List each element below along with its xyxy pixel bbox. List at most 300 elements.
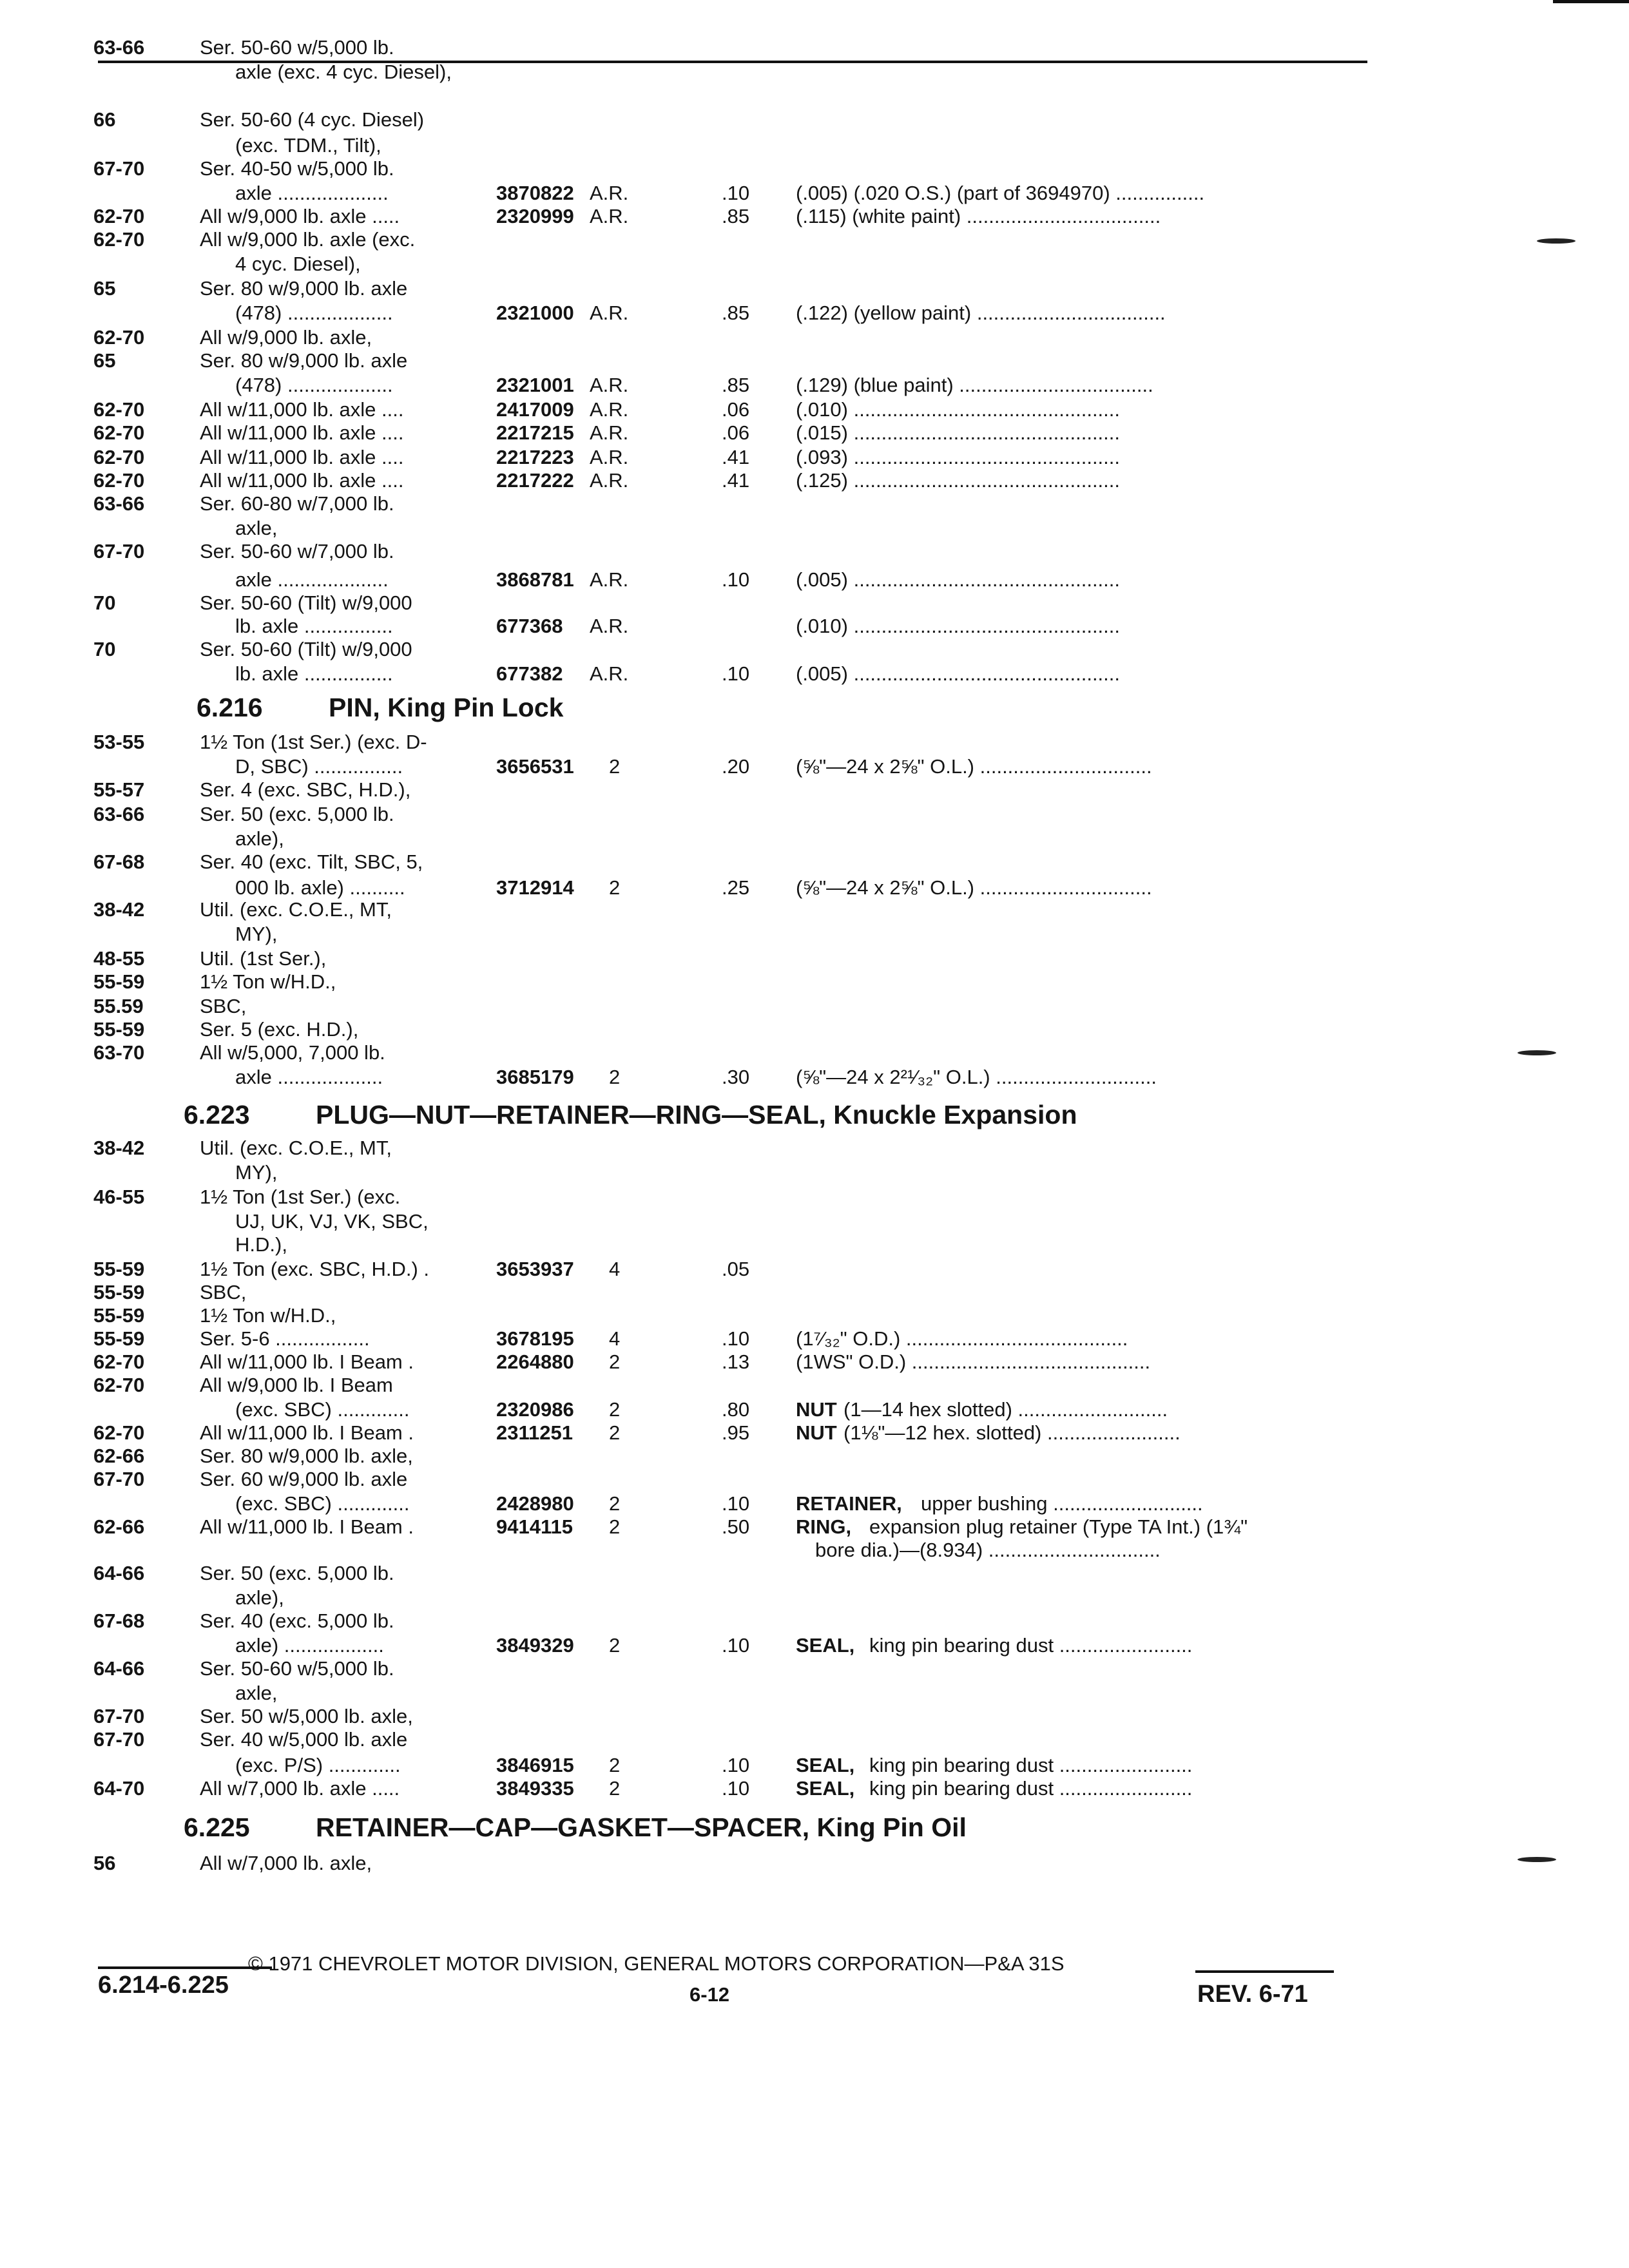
application-description: Ser. 40 (exc. 5,000 lb. [200,1610,394,1632]
catalog-row [0,969,1629,995]
catalog-row [0,276,1629,302]
model-years: 62-66 [93,1445,145,1467]
application-description-continued: H.D.), [235,1233,287,1256]
application-description: All w/9,000 lb. axle ..... [200,205,400,227]
footer-revision: REV. 6-71 [1197,1981,1308,2008]
catalog-row [0,180,1629,206]
catalog-row [0,637,1629,662]
price: .85 [722,374,750,396]
part-note: (.122) (yellow paint) .................................. [796,302,1166,324]
group-title: RETAINER—CAP—GASKET—SPACER, King Pin Oil [316,1812,967,1842]
part-name: NUT [796,1421,837,1444]
quantity: A.R. [590,568,629,591]
catalog-row [0,1466,1629,1492]
application-description-continued: 4 cyc. Diesel), [235,253,361,275]
model-years: 67-70 [93,540,145,562]
group-number: 6.225 [184,1812,250,1842]
application-description: Ser. 80 w/9,000 lb. axle [200,349,408,372]
catalog-row [0,826,1629,852]
catalog-row [0,35,1629,61]
quantity: 2 [609,876,621,899]
price: .10 [722,568,750,591]
application-description: Ser. 5 (exc. H.D.), [200,1018,359,1041]
part-note-continued: bore dia.)—(8.934) ............................... [815,1539,1161,1561]
part-name: SEAL, [796,1754,855,1776]
footer-group-range: 6.214-6.225 [98,1972,229,1999]
quantity: 2 [609,1515,621,1538]
application-description: Ser. 50-60 w/5,000 lb. [200,36,394,59]
part-note: (.093) ................................................ [796,446,1121,468]
application-description: Ser. 50-60 w/7,000 lb. [200,540,394,562]
model-years: 55-57 [93,778,145,801]
catalog-row [0,1420,1629,1446]
part-note: upper bushing ........................... [921,1492,1203,1515]
part-note: (.015) ................................................ [796,421,1121,444]
part-note: (.115) (white paint) ................................... [796,205,1161,227]
catalog-row [0,156,1629,182]
application-description-continued: axle), [235,1586,284,1609]
application-description: Ser. 50-60 w/5,000 lb. [200,1657,394,1680]
price: .95 [722,1421,750,1444]
part-number: 2428980 [496,1492,574,1515]
application-description: Ser. 50 (exc. 5,000 lb. [200,1562,394,1584]
part-number: 2320986 [496,1398,574,1421]
model-years: 67-70 [93,1705,145,1727]
part-number: 3868781 [496,568,574,591]
part-name: RETAINER, [796,1492,902,1515]
catalog-row [0,921,1629,947]
price: .10 [722,1634,750,1657]
application-description-continued: axle) .................. [235,1634,384,1657]
price: .06 [722,398,750,421]
model-years: 62-70 [93,205,145,227]
catalog-row [0,1064,1629,1090]
application-description: Ser. 80 w/9,000 lb. axle, [200,1445,413,1467]
model-years: 62-70 [93,1421,145,1444]
section-heading [0,692,1629,723]
application-description-continued: axle ................... [235,1066,383,1088]
footer-copyright: © 1971 CHEVROLET MOTOR DIVISION, GENERAL MOTORS CORPORATION—P&A 31S [248,1952,1065,1975]
model-years: 62-70 [93,228,145,251]
price: .41 [722,469,750,492]
application-description: All w/9,000 lb. axle (exc. [200,228,416,251]
catalog-row [0,590,1629,616]
binding-mark [1518,1050,1556,1055]
part-number: 677382 [496,662,563,685]
part-note: expansion plug retainer (Type TA Int.) (1¾" [869,1515,1248,1538]
price: .05 [722,1258,750,1280]
catalog-row [0,1514,1629,1540]
quantity: 4 [609,1327,621,1350]
application-description: All w/11,000 lb. axle .... [200,446,404,468]
application-description-continued: axle .................... [235,182,389,204]
catalog-row [0,59,1629,85]
application-description-continued: UJ, UK, VJ, VK, SBC, [235,1210,429,1233]
catalog-row [0,1256,1629,1282]
quantity: A.R. [590,469,629,492]
part-name: NUT [796,1398,837,1421]
model-years: 62-70 [93,1374,145,1396]
model-years: 67-68 [93,1610,145,1632]
price: .41 [722,446,750,468]
application-description: All w/9,000 lb. I Beam [200,1374,393,1396]
application-description: Ser. 50 (exc. 5,000 lb. [200,803,394,825]
part-note: king pin bearing dust ........................ [869,1754,1193,1776]
part-number: 3712914 [496,876,574,899]
quantity: 2 [609,1398,621,1421]
part-note: (.005) ................................................ [796,662,1121,685]
model-years: 62-70 [93,398,145,421]
application-description: All w/7,000 lb. axle ..... [200,1777,400,1800]
model-years: 55.59 [93,995,144,1017]
price: .85 [722,205,750,227]
application-description: Util. (exc. C.O.E., MT, [200,898,392,921]
catalog-row [0,1303,1629,1329]
catalog-row [0,777,1629,803]
application-description: All w/11,000 lb. I Beam . [200,1350,414,1373]
model-years: 64-70 [93,1777,145,1800]
application-description: Ser. 5-6 ................. [200,1327,370,1350]
model-years: 67-68 [93,850,145,873]
part-note: (1—14 hex slotted) ........................... [843,1398,1168,1421]
price: .50 [722,1515,750,1538]
part-note: (⅝"—24 x 2⅝" O.L.) ............................... [796,755,1152,778]
catalog-row [0,1585,1629,1611]
catalog-row [0,372,1629,398]
part-number: 3849335 [496,1777,574,1800]
application-description: All w/11,000 lb. axle .... [200,469,404,492]
application-description: Ser. 4 (exc. SBC, H.D.), [200,778,411,801]
part-note: (1⁷⁄₃₂" O.D.) ........................................ [796,1327,1128,1350]
group-title: PIN, King Pin Lock [329,693,564,722]
section-heading [0,1099,1629,1130]
quantity: A.R. [590,446,629,468]
catalog-row [0,1160,1629,1186]
price: .25 [722,876,750,899]
catalog-row [0,661,1629,687]
catalog-row [0,1727,1629,1753]
application-description-continued: D, SBC) ................ [235,755,403,778]
part-number: 9414115 [496,1515,573,1538]
quantity: 2 [609,755,621,778]
footer-page-number: 6-12 [689,1983,730,2006]
catalog-row [0,491,1629,517]
application-description-continued: (exc. SBC) ............. [235,1492,410,1515]
part-note: (.129) (blue paint) ................................... [796,374,1153,396]
model-years: 53-55 [93,731,145,753]
application-description: All w/11,000 lb. I Beam . [200,1515,414,1538]
application-description-continued: lb. axle ................ [235,615,393,637]
application-description-continued: (exc. P/S) ............. [235,1754,401,1776]
application-description-continued: MY), [235,1161,278,1184]
model-years: 38-42 [93,1137,145,1159]
price: .30 [722,1066,750,1088]
catalog-row [0,204,1629,229]
catalog-row [0,1397,1629,1423]
binding-mark [1518,1857,1556,1862]
quantity: A.R. [590,398,629,421]
catalog-row [0,1656,1629,1682]
model-years: 62-70 [93,1350,145,1373]
catalog-row [0,515,1629,541]
price: .10 [722,182,750,204]
quantity: A.R. [590,374,629,396]
application-description-continued: axle .................... [235,568,389,591]
application-description: 1½ Ton (1st Ser.) (exc. [200,1186,401,1208]
part-note: (.125) ................................................ [796,469,1121,492]
catalog-row [0,300,1629,326]
application-description-continued: (478) ................... [235,302,393,324]
application-description: 1½ Ton w/H.D., [200,970,336,993]
model-years: 62-70 [93,326,145,349]
quantity: A.R. [590,182,629,204]
catalog-row [0,107,1629,133]
part-number: 2264880 [496,1350,574,1373]
catalog-row [0,1680,1629,1706]
catalog-row [0,420,1629,446]
quantity: 2 [609,1492,621,1515]
price: .80 [722,1398,750,1421]
application-description: Util. (exc. C.O.E., MT, [200,1137,392,1159]
quantity: 2 [609,1754,621,1776]
catalog-row [0,1184,1629,1210]
part-number: 2320999 [496,205,574,227]
model-years: 55-59 [93,1304,145,1327]
model-years: 63-66 [93,492,145,515]
catalog-row [0,754,1629,780]
price: .06 [722,421,750,444]
part-number: 3678195 [496,1327,574,1350]
part-note: (.010) ................................................ [796,398,1121,421]
application-description: All w/11,000 lb. axle .... [200,421,404,444]
part-number: 677368 [496,615,563,637]
application-description-continued: 000 lb. axle) .......... [235,876,405,899]
part-number: 2417009 [496,398,574,421]
part-note: (1⅛"—12 hex. slotted) ........................ [843,1421,1181,1444]
model-years: 65 [93,349,116,372]
price: .20 [722,755,750,778]
binding-mark [1537,238,1576,244]
application-description: SBC, [200,995,247,1017]
part-name: SEAL, [796,1634,855,1657]
application-description: Util. (1st Ser.), [200,947,327,970]
application-description: Ser. 50-60 (4 cyc. Diesel) [200,108,425,131]
catalog-row [0,468,1629,494]
quantity: A.R. [590,615,629,637]
catalog-row [0,1776,1629,1802]
catalog-row [0,251,1629,277]
model-years: 55-59 [93,1258,145,1280]
catalog-row [0,1753,1629,1778]
application-description: SBC, [200,1281,247,1303]
model-years: 67-70 [93,1728,145,1751]
model-years: 66 [93,108,116,131]
model-years: 62-70 [93,421,145,444]
catalog-row [0,613,1629,639]
application-description: All w/7,000 lb. axle, [200,1852,372,1874]
part-number: 2321001 [496,374,574,396]
application-description: 1½ Ton (exc. SBC, H.D.) . [200,1258,430,1280]
group-number: 6.216 [197,693,263,722]
model-years: 55-59 [93,1018,145,1041]
catalog-row [0,1040,1629,1066]
catalog-row [0,1491,1629,1517]
part-number: 3653937 [496,1258,574,1280]
catalog-row [0,1850,1629,1876]
application-description: Ser. 50 w/5,000 lb. axle, [200,1705,413,1727]
model-years: 62-66 [93,1515,145,1538]
model-years: 63-66 [93,803,145,825]
application-description-continued: (exc. TDM., Tilt), [235,134,381,157]
part-number: 2217223 [496,446,574,468]
quantity: 2 [609,1066,621,1088]
model-years: 70 [93,591,116,614]
application-description-continued: axle (exc. 4 cyc. Diesel), [235,61,452,83]
model-years: 48-55 [93,947,145,970]
catalog-row [0,1372,1629,1398]
model-years: 64-66 [93,1562,145,1584]
model-years: 70 [93,638,116,660]
price: .10 [722,1777,750,1800]
catalog-row [0,1135,1629,1161]
application-description: Ser. 60 w/9,000 lb. axle [200,1468,408,1490]
part-number: 3846915 [496,1754,574,1776]
group-title: PLUG—NUT—RETAINER—RING—SEAL, Knuckle Expansion [316,1100,1077,1129]
part-number: 2311251 [496,1421,573,1444]
part-note: (1WS" O.D.) ........................................... [796,1350,1151,1373]
part-name: SEAL, [796,1777,855,1800]
model-years: 56 [93,1852,116,1874]
application-description: Ser. 40 (exc. Tilt, SBC, 5, [200,850,423,873]
application-description-continued: axle, [235,517,278,539]
catalog-row [0,1704,1629,1729]
catalog-row [0,445,1629,470]
quantity: 2 [609,1777,621,1800]
part-number: 3849329 [496,1634,574,1657]
part-note: (⅝"—24 x 2²¹⁄₃₂" O.L.) ............................. [796,1066,1157,1088]
model-years: 63-70 [93,1041,145,1064]
quantity: A.R. [590,205,629,227]
model-years: 55-59 [93,970,145,993]
part-number: 2217222 [496,469,574,492]
catalog-row [0,1633,1629,1658]
application-description: All w/9,000 lb. axle, [200,326,372,349]
application-description: Ser. 50-60 (Tilt) w/9,000 [200,638,412,660]
model-years: 38-42 [93,898,145,921]
model-years: 64-66 [93,1657,145,1680]
quantity: 2 [609,1421,621,1444]
quantity: A.R. [590,421,629,444]
quantity: A.R. [590,662,629,685]
application-description-continued: MY), [235,923,278,945]
part-number: 3870822 [496,182,574,204]
price: .10 [722,1492,750,1515]
part-note: (.005) (.020 O.S.) (part of 3694970) ................ [796,182,1205,204]
catalog-row [0,539,1629,564]
application-description-continued: (exc. SBC) ............. [235,1398,410,1421]
catalog-row [0,227,1629,253]
application-description-continued: (478) ................... [235,374,393,396]
catalog-row [0,397,1629,423]
catalog-row [0,348,1629,374]
model-years: 55-59 [93,1281,145,1303]
catalog-row [0,1349,1629,1375]
footer-rule-right [1195,1970,1334,1973]
catalog-row [0,897,1629,923]
catalog-row [0,1608,1629,1634]
application-description: Ser. 60-80 w/7,000 lb. [200,492,394,515]
catalog-row [0,1561,1629,1586]
price: .13 [722,1350,750,1373]
application-description: Ser. 40 w/5,000 lb. axle [200,1728,408,1751]
section-heading [0,1812,1629,1843]
application-description: 1½ Ton w/H.D., [200,1304,336,1327]
model-years: 62-70 [93,446,145,468]
catalog-row [0,567,1629,593]
catalog-row [0,729,1629,755]
catalog-row [0,849,1629,875]
price: .85 [722,302,750,324]
part-note: (.010) ................................................ [796,615,1121,637]
application-description-continued: axle), [235,827,284,850]
quantity: A.R. [590,302,629,324]
application-description: 1½ Ton (1st Ser.) (exc. D- [200,731,427,753]
part-number: 3685179 [496,1066,574,1088]
application-description: Ser. 80 w/9,000 lb. axle [200,277,408,300]
application-description: All w/11,000 lb. axle .... [200,398,404,421]
catalog-row [0,1280,1629,1305]
model-years: 65 [93,277,116,300]
part-number: 2321000 [496,302,574,324]
model-years: 55-59 [93,1327,145,1350]
footer-rule-left [98,1966,272,1969]
price: .10 [722,1754,750,1776]
catalog-row [0,1326,1629,1352]
model-years: 67-70 [93,157,145,180]
part-note: king pin bearing dust ........................ [869,1634,1193,1657]
application-description-continued: axle, [235,1682,278,1704]
part-number: 2217215 [496,421,574,444]
application-description: Ser. 50-60 (Tilt) w/9,000 [200,591,412,614]
catalog-row [0,1017,1629,1043]
price: .10 [722,1327,750,1350]
application-description: All w/11,000 lb. I Beam . [200,1421,414,1444]
group-number: 6.223 [184,1100,250,1129]
quantity: 2 [609,1350,621,1373]
catalog-row [0,946,1629,972]
catalog-row [0,325,1629,351]
model-years: 63-66 [93,36,145,59]
catalog-row [0,1232,1629,1258]
model-years: 62-70 [93,469,145,492]
quantity: 2 [609,1634,621,1657]
part-note: king pin bearing dust ........................ [869,1777,1193,1800]
part-note: (.005) ................................................ [796,568,1121,591]
price: .10 [722,662,750,685]
application-description: Ser. 40-50 w/5,000 lb. [200,157,394,180]
catalog-row [0,1443,1629,1469]
catalog-row [0,1209,1629,1235]
catalog-row [0,1537,1629,1563]
model-years: 46-55 [93,1186,145,1208]
catalog-row [0,994,1629,1019]
quantity: 4 [609,1258,621,1280]
part-number: 3656531 [496,755,574,778]
application-description: All w/5,000, 7,000 lb. [200,1041,385,1064]
part-name: RING, [796,1515,852,1538]
catalog-row [0,133,1629,159]
application-description-continued: lb. axle ................ [235,662,393,685]
